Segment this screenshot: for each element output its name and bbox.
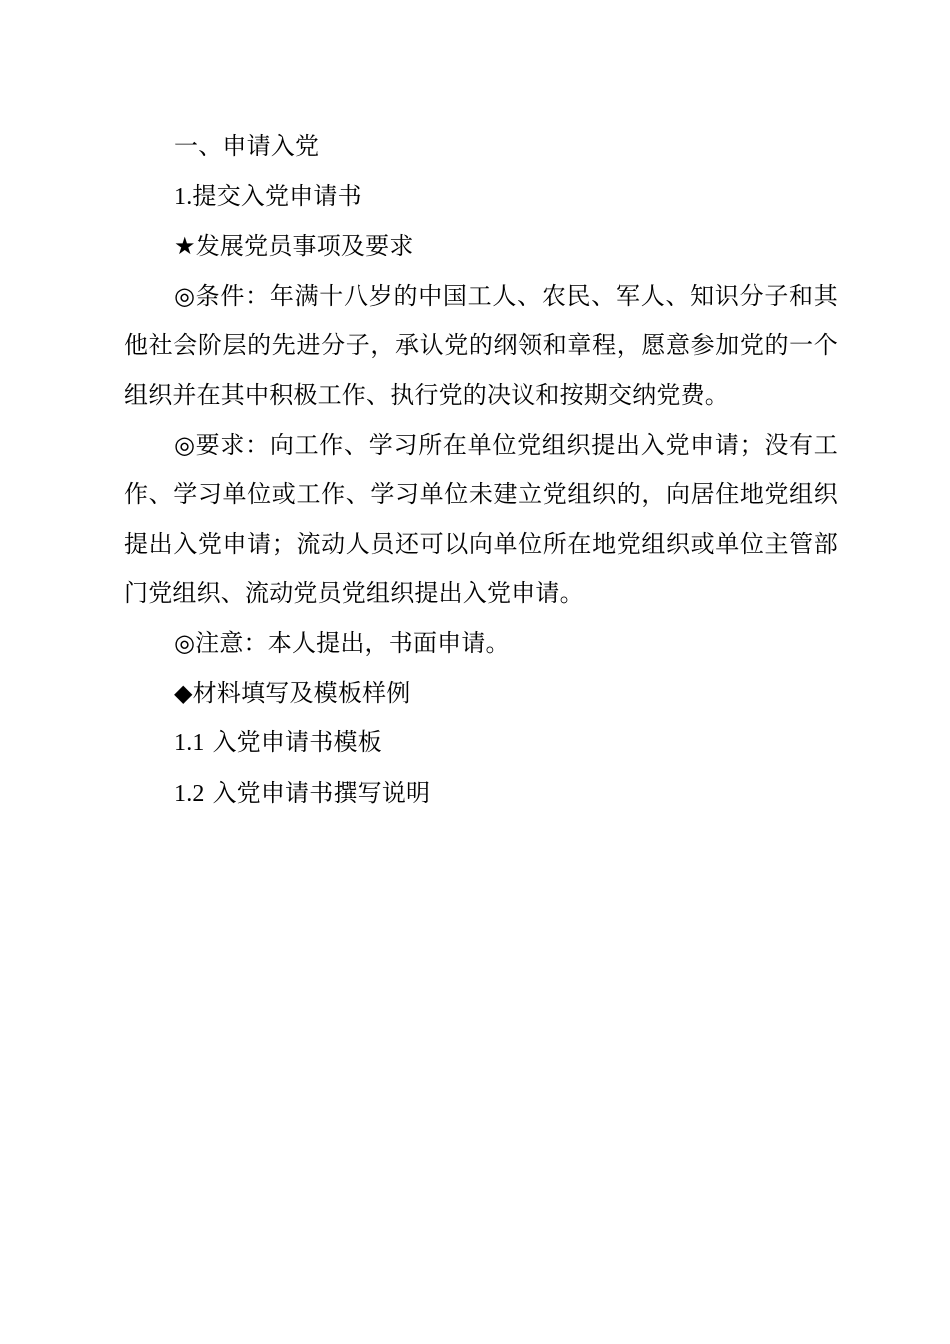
development-heading (124, 222, 838, 272)
section-heading-text: 一、申请入党 (174, 132, 320, 160)
notes-text: 注意：本人提出，书面申请。 (195, 628, 510, 657)
notes-paragraph (124, 619, 838, 669)
item-1-number: 1. (174, 183, 193, 210)
conditions-text: 条件：年满十八岁的中国工人、农民、军人、知识分子和其他社会阶层的先进分子，承认党的纲领和章程，愿意参加党的一个组织并在其中积极工作、执行党的决议和按期交纳党费。 (124, 281, 838, 409)
star-icon: ★ (174, 232, 196, 261)
requirements-paragraph (124, 421, 838, 619)
item-1-heading (124, 172, 838, 223)
bullseye-icon: ◎ (174, 628, 196, 657)
development-title: 发展党员事项及要求 (195, 232, 414, 261)
sub-item-1-1 (124, 718, 838, 769)
bullseye-icon: ◎ (174, 430, 196, 459)
diamond-icon: ◆ (174, 678, 193, 707)
bullseye-icon: ◎ (174, 281, 196, 310)
sub-item-1-2-title: 入党申请书撰写说明 (212, 778, 431, 807)
document-body (124, 122, 838, 819)
section-heading (124, 122, 838, 172)
sub-item-1-1-number: 1.1 (174, 730, 205, 757)
requirements-text: 要求：向工作、学习所在单位党组织提出入党申请；没有工作、学习单位或工作、学习单位未建立党组织的，向居住地党组织提出入党申请；流动人员还可以向单位所在地党组织或单位主管部门党组织、流动党员党组织提出入党申请。 (124, 430, 838, 608)
sub-item-1-2-number: 1.2 (174, 780, 205, 807)
materials-title: 材料填写及模板样例 (192, 678, 411, 707)
materials-heading (124, 669, 838, 719)
conditions-paragraph (124, 272, 838, 421)
item-1-title: 提交入党申请书 (192, 181, 362, 210)
sub-item-1-1-title: 入党申请书模板 (212, 728, 382, 757)
sub-item-1-2 (124, 769, 838, 820)
